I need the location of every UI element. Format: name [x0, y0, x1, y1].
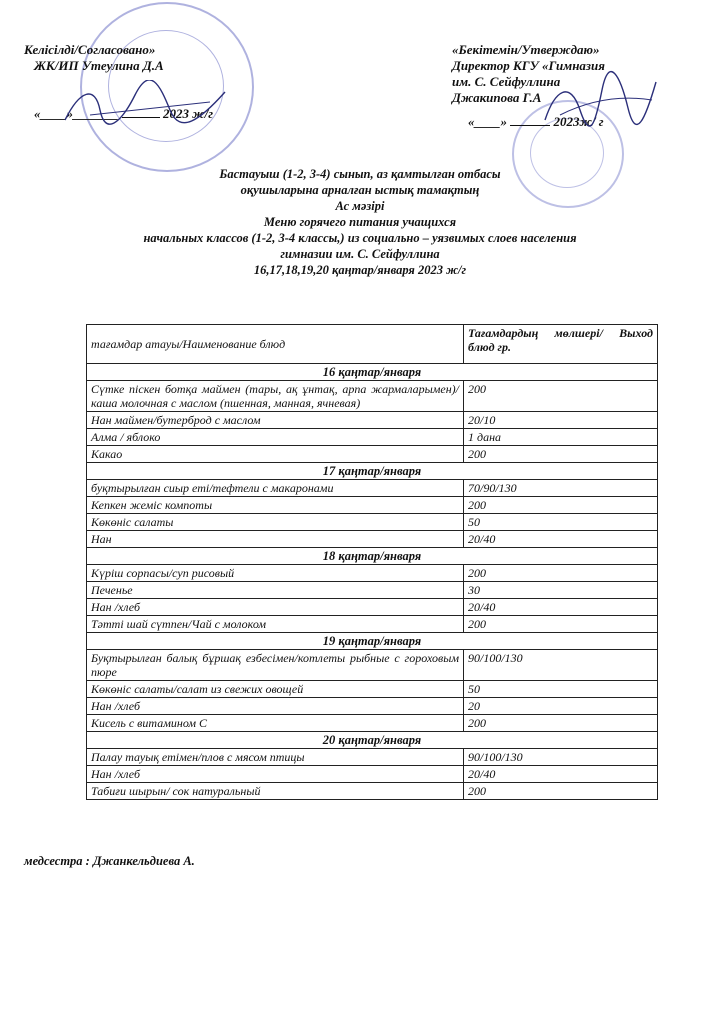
dish-name: буқтырылған сиыр еті/тефтели с макаронами: [87, 480, 464, 497]
table-row: [87, 715, 658, 732]
day-row: [87, 548, 658, 565]
dish-name: Күріш сорпасы/суп рисовый: [87, 565, 464, 582]
approval-right-date-suffix: 2023ж/ г: [553, 114, 604, 129]
dish-name: Нан /хлеб: [87, 599, 464, 616]
approval-left-date-prefix: «____»_______: [34, 106, 119, 121]
approval-left-date-suffix: 2023 ж/г: [163, 106, 214, 121]
document-title: [100, 166, 620, 278]
approval-right-line4: Джакипова Г.А: [452, 90, 542, 105]
table-row: [87, 650, 658, 681]
dish-name: Нан: [87, 531, 464, 548]
day-label: 18 қаңтар/января: [87, 548, 658, 565]
dish-name: Сүтке піскен ботқа маймен (тары, ақ ұнтақ, арпа жармаларымен)/ каша молочная с маслом (пшенная, манная, ячневая): [87, 381, 464, 412]
dish-name: Нан /хлеб: [87, 766, 464, 783]
day-label: 20 қаңтар/января: [87, 732, 658, 749]
dish-output: 50: [464, 681, 658, 698]
dish-output: 200: [464, 446, 658, 463]
title-line4: Меню горячего питания учащихся: [263, 215, 457, 229]
nurse-signature-line: медсестра : Джанкельдиева А.: [24, 854, 195, 868]
title-line3: Ас мәзірі: [335, 199, 385, 213]
title-line2: оқушыларына арналған ыстық тамақтың: [240, 183, 480, 197]
dish-name: Көкөніс салаты: [87, 514, 464, 531]
approval-right-line2: Директор КГУ «Гимназия: [452, 58, 605, 73]
table-row: [87, 698, 658, 715]
dish-name: Көкөніс салаты/салат из свежих овощей: [87, 681, 464, 698]
header-output: Тағамдардың мөлшері/ Выход блюд гр.: [464, 325, 658, 364]
header-dish-name: тағамдар атауы/Наименование блюд: [87, 325, 464, 364]
dish-name: Буқтырылған балық бұршақ езбесімен/котлеты рыбные с гороховым пюре: [87, 650, 464, 681]
dish-name: Кепкен жеміс компоты: [87, 497, 464, 514]
dish-output: 70/90/130: [464, 480, 658, 497]
day-row: [87, 463, 658, 480]
signature-right: [540, 70, 660, 130]
title-line7: 16,17,18,19,20 қаңтар/января 2023 ж/г: [253, 263, 467, 277]
dish-name: Печенье: [87, 582, 464, 599]
dish-name: Кисель с витамином С: [87, 715, 464, 732]
dish-name: Табиғи шырын/ сок натуральный: [87, 783, 464, 800]
table-row: [87, 446, 658, 463]
table-row: [87, 514, 658, 531]
table-header-row: [87, 325, 658, 364]
table-row: [87, 497, 658, 514]
dish-output: 200: [464, 497, 658, 514]
dish-output: 200: [464, 565, 658, 582]
dish-output: 90/100/130: [464, 650, 658, 681]
dish-name: Тәтті шай сүтпен/Чай с молоком: [87, 616, 464, 633]
table-row: [87, 616, 658, 633]
table-row: [87, 681, 658, 698]
day-row: [87, 633, 658, 650]
table-row: [87, 599, 658, 616]
approval-right-line1: «Бекітемін/Утверждаю»: [452, 42, 600, 57]
table-row: [87, 565, 658, 582]
title-line1: Бастауыш (1-2, 3-4) сынып, аз қамтылған отбасы: [219, 167, 501, 181]
table-row: [87, 582, 658, 599]
dish-output: 20/40: [464, 599, 658, 616]
table-row: [87, 783, 658, 800]
dish-name: Палау тауық етімен/плов с мясом птицы: [87, 749, 464, 766]
title-line5: начальных классов (1-2, 3-4 классы,) из социально – уязвимых слоев населения: [143, 231, 577, 245]
table-row: [87, 749, 658, 766]
approval-left-line2: ЖК/ИП Утеулина Д.А: [34, 58, 164, 73]
table-row: [87, 381, 658, 412]
dish-name: Алма / яблоко: [87, 429, 464, 446]
dish-output: 1 дана: [464, 429, 658, 446]
dish-name: Какао: [87, 446, 464, 463]
approval-left-line1: Келісілді/Согласовано»: [24, 42, 156, 57]
dish-output: 30: [464, 582, 658, 599]
approval-right-date-prefix: «____»: [468, 114, 507, 129]
dish-output: 50: [464, 514, 658, 531]
day-label: 19 қаңтар/января: [87, 633, 658, 650]
approval-right-line3: им. С. Сейфуллина: [452, 74, 561, 89]
dish-output: 200: [464, 381, 658, 412]
day-row: [87, 732, 658, 749]
dish-output: 200: [464, 616, 658, 633]
dish-output: 200: [464, 783, 658, 800]
table-row: [87, 429, 658, 446]
dish-output: 200: [464, 715, 658, 732]
title-line6: гимназии им. С. Сейфуллина: [280, 247, 440, 261]
dish-output: 20/40: [464, 531, 658, 548]
table-row: [87, 766, 658, 783]
dish-name: Нан /хлеб: [87, 698, 464, 715]
menu-table: [86, 324, 658, 800]
dish-output: 20/40: [464, 766, 658, 783]
dish-name: Нан маймен/бутерброд с маслом: [87, 412, 464, 429]
table-row: [87, 480, 658, 497]
day-label: 17 қаңтар/января: [87, 463, 658, 480]
day-label: 16 қаңтар/января: [87, 364, 658, 381]
signature-left: [60, 80, 230, 130]
dish-output: 20/10: [464, 412, 658, 429]
day-row: [87, 364, 658, 381]
dish-output: 20: [464, 698, 658, 715]
table-row: [87, 412, 658, 429]
table-row: [87, 531, 658, 548]
dish-output: 90/100/130: [464, 749, 658, 766]
